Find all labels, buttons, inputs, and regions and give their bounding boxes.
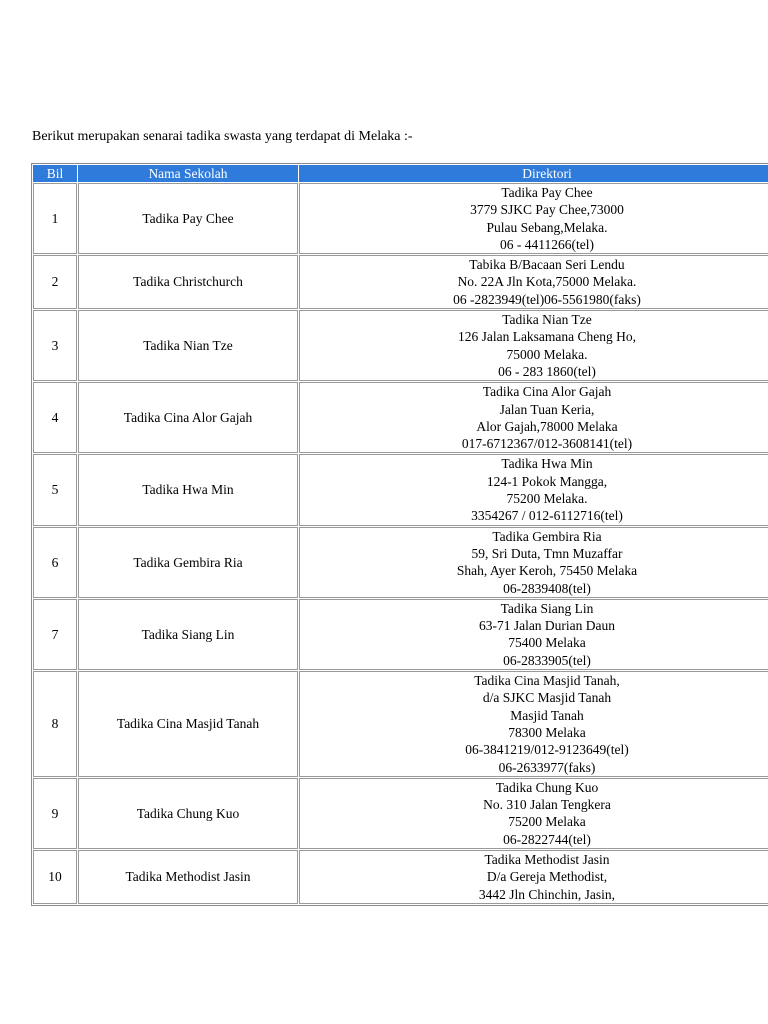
table-row [33,850,768,904]
cell-direktori [299,310,768,381]
direktori-line: 06 - 283 1860(tel) [498,363,596,379]
direktori-line: 126 Jalan Laksamana Cheng Ho, [457,329,637,345]
direktori-line: 06 -2823949(tel)06-5561980(faks) [453,291,641,307]
table-row [33,599,768,670]
direktori-line: Tadika Nian Tze [502,312,592,328]
direktori-line: Tadika Methodist Jasin [484,851,610,867]
school-table [31,163,768,906]
direktori-line: 3354267 / 012-6112716(tel) [471,508,623,524]
direktori-line: Shah, Ayer Keroh, 75450 Melaka [456,563,638,579]
direktori-line: Tadika Cina Masjid Tanah, [474,673,620,689]
cell-nama-sekolah: Tadika Cina Alor Gajah [78,382,298,453]
cell-bil: 9 [33,778,77,849]
direktori-line: 78300 Melaka [508,724,586,740]
direktori-line: Tadika Chung Kuo [495,779,599,795]
cell-nama-sekolah: Tadika Hwa Min [78,454,298,525]
intro-text: Berikut merupakan senarai tadika swasta yang terdapat di Melaka :- [32,129,413,144]
direktori-line: D/a Gereja Methodist, [486,869,608,885]
table-row [33,671,768,777]
cell-direktori [299,778,768,849]
direktori-line: Pulau Sebang,Melaka. [486,219,608,235]
table-row [33,255,768,309]
cell-bil: 8 [33,671,77,777]
direktori-line: 06-2833905(tel) [503,652,591,668]
direktori-line: Tadika Cina Alor Gajah [482,384,612,400]
school-table-wrapper [31,163,768,906]
direktori-line: 06-2822744(tel) [503,831,591,847]
direktori-line: 017-6712367/012-3608141(tel) [461,436,633,452]
direktori-line: 06 - 4411266(tel) [500,236,594,252]
cell-bil: 1 [33,183,77,254]
cell-nama-sekolah: Tadika Methodist Jasin [78,850,298,904]
direktori-line: 75400 Melaka [508,635,586,651]
cell-nama-sekolah: Tadika Siang Lin [78,599,298,670]
cell-direktori [299,527,768,598]
direktori-line: Jalan Tuan Keria, [499,401,595,417]
direktori-line: 06-2633977(faks) [498,759,596,775]
cell-nama-sekolah: Tadika Chung Kuo [78,778,298,849]
cell-bil: 10 [33,850,77,904]
cell-direktori [299,382,768,453]
direktori-line: 124-1 Pokok Mangga, [486,473,608,489]
direktori-line: 3779 SJKC Pay Chee,73000 [470,202,624,218]
cell-direktori [299,671,768,777]
direktori-line: Alor Gajah,78000 Melaka [476,418,618,434]
table-row [33,778,768,849]
cell-nama-sekolah: Tadika Christchurch [78,255,298,309]
cell-bil: 7 [33,599,77,670]
cell-direktori [299,183,768,254]
direktori-line: 75200 Melaka [508,814,586,830]
direktori-line: 06-3841219/012-9123649(tel) [465,742,629,758]
cell-bil: 5 [33,454,77,525]
cell-bil: 6 [33,527,77,598]
direktori-line: 3442 Jln Chinchin, Jasin, [478,886,616,902]
table-row [33,183,768,254]
direktori-line: Tadika Hwa Min [501,456,593,472]
cell-nama-sekolah: Tadika Cina Masjid Tanah [78,671,298,777]
table-row [33,382,768,453]
cell-direktori [299,255,768,309]
cell-nama-sekolah: Tadika Nian Tze [78,310,298,381]
direktori-line: Tadika Siang Lin [500,600,594,616]
direktori-line: Tadika Pay Chee [501,185,593,200]
cell-bil: 3 [33,310,77,381]
direktori-line: 63-71 Jalan Durian Daun [478,618,616,634]
direktori-line: 06-2839408(tel) [503,580,591,596]
cell-direktori [299,454,768,525]
direktori-line: No. 22A Jln Kota,75000 Melaka. [457,274,637,290]
cell-direktori [299,599,768,670]
cell-nama-sekolah: Tadika Pay Chee [78,183,298,254]
table-row [33,527,768,598]
direktori-line: No. 310 Jalan Tengkera [483,797,611,813]
direktori-line: 59, Sri Duta, Tmn Muzaffar [471,545,623,561]
header-bil: Bil [33,165,77,182]
cell-nama-sekolah: Tadika Gembira Ria [78,527,298,598]
header-direktori: Direktori [299,165,768,182]
direktori-line: Masjid Tanah [510,707,584,723]
direktori-line: Tadika Gembira Ria [492,528,602,544]
cell-bil: 4 [33,382,77,453]
table-row [33,310,768,381]
direktori-line: 75000 Melaka. [506,346,588,362]
table-header-row [33,165,768,182]
direktori-line: Tabika B/Bacaan Seri Lendu [469,257,625,273]
cell-bil: 2 [33,255,77,309]
direktori-line: d/a SJKC Masjid Tanah [482,690,612,706]
header-nama-sekolah: Nama Sekolah [78,165,298,182]
cell-direktori [299,850,768,904]
table-row [33,454,768,525]
direktori-line: 75200 Melaka. [506,491,588,507]
